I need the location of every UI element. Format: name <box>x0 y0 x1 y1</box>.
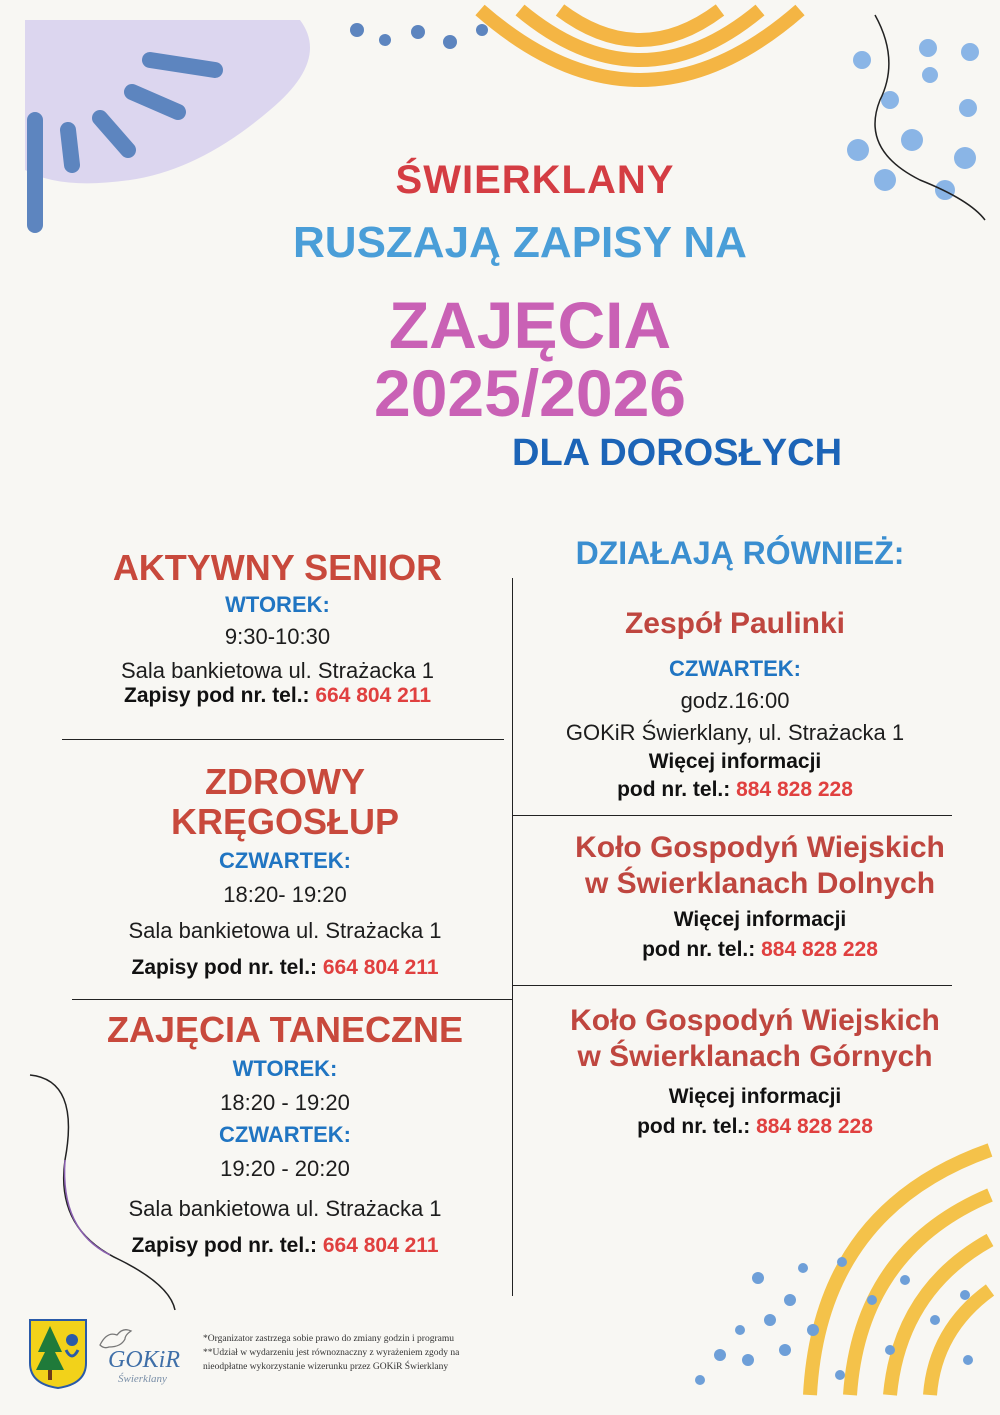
group-zespol-paulinki <box>525 606 945 802</box>
group-title-line2: w Świerklanach Górnych <box>577 1040 933 1073</box>
group-place: GOKiR Świerklany, ul. Strażacka 1 <box>565 720 905 745</box>
activity-time: 18:20- 19:20 <box>223 882 347 907</box>
year-title: 2025/2026 <box>374 356 686 430</box>
activity-title-line1: ZDROWY <box>205 761 365 802</box>
group-phone-line <box>520 938 1000 962</box>
group-day: CZWARTEK: <box>669 656 801 681</box>
subtitle-line: RUSZAJĄ ZAPISY NA <box>293 218 747 267</box>
activity-place: Sala bankietowa ul. Strażacka 1 <box>128 1196 442 1221</box>
activity-aktywny-senior <box>50 548 505 708</box>
activity-zdrowy-kregoslup <box>60 762 510 980</box>
phone-label: pod nr. tel.: <box>637 1115 751 1138</box>
group-title-line1: Koło Gospodyń Wiejskich <box>575 831 945 864</box>
phone-number: 664 804 211 <box>315 684 431 707</box>
group-title: Zespół Paulinki <box>624 607 846 640</box>
activity-title: AKTYWNY SENIOR <box>112 547 443 588</box>
gokir-logo-sub: Świerklany <box>118 1373 167 1385</box>
group-phone-line <box>515 1115 995 1139</box>
activity-day: CZWARTEK: <box>219 848 351 873</box>
signup-label: Zapisy pod nr. tel.: <box>131 956 318 979</box>
footnote-1: *Organizator zastrzega sobie prawo do zmiany godzin i programu <box>203 1334 454 1344</box>
activity-day-1: WTOREK: <box>232 1056 338 1081</box>
gokir-logo-text: GOKiR <box>108 1347 180 1373</box>
phone-label: pod nr. tel.: <box>617 778 731 801</box>
phone-number: 664 804 211 <box>322 956 439 979</box>
audience-title: DLA DOROSŁYCH <box>512 432 843 474</box>
group-more-info: Więcej informacji <box>648 750 822 773</box>
activity-signup <box>60 956 510 980</box>
activity-place: Sala bankietowa ul. Strażacka 1 <box>128 918 442 943</box>
activity-zajecia-taneczne <box>55 1010 515 1258</box>
divider-left-2 <box>72 999 512 1000</box>
bottom-right-dots <box>695 1257 973 1385</box>
signup-label: Zapisy pod nr. tel.: <box>124 684 310 707</box>
activity-day: WTOREK: <box>225 592 330 617</box>
also-active-heading: DZIAŁAJĄ RÓWNIEŻ: <box>575 535 905 571</box>
phone-number: 664 804 211 <box>322 1234 439 1257</box>
phone-number: 884 828 228 <box>761 938 878 961</box>
activity-title: ZAJĘCIA TANECZNE <box>106 1009 463 1050</box>
group-kgw-gorne <box>515 1003 995 1139</box>
town-title: ŚWIERKLANY <box>395 158 675 202</box>
footnotes <box>203 1332 563 1374</box>
coat-of-arms-icon <box>28 1318 88 1390</box>
top-dots <box>350 23 488 49</box>
signup-label: Zapisy pod nr. tel.: <box>131 1234 318 1257</box>
main-title: ZAJĘCIA <box>388 288 672 362</box>
phone-number: 884 828 228 <box>736 778 853 801</box>
phone-label: pod nr. tel.: <box>642 938 756 961</box>
activity-time-2: 19:20 - 20:20 <box>220 1156 350 1181</box>
divider-left-1 <box>62 739 504 740</box>
phone-number: 884 828 228 <box>756 1115 873 1138</box>
group-time: godz.16:00 <box>680 688 790 713</box>
group-title-line2: w Świerklanach Dolnych <box>584 867 936 900</box>
top-right-curve <box>875 15 985 220</box>
group-kgw-dolne <box>520 830 1000 962</box>
top-orange-arcs <box>480 10 800 80</box>
group-phone-line <box>525 778 945 802</box>
footnote-3: nieodpłatne wykorzystanie wizerunku przez GOKiR Świerklany <box>203 1362 449 1372</box>
activity-signup <box>50 684 505 708</box>
activity-day-2: CZWARTEK: <box>219 1122 351 1147</box>
activity-title-line2: KRĘGOSŁUP <box>170 801 400 842</box>
divider-right-1 <box>512 815 952 816</box>
top-right-dots <box>847 39 979 200</box>
blue-strokes <box>35 60 215 225</box>
group-more-info: Więcej informacji <box>673 908 847 931</box>
divider-right-2 <box>512 985 952 986</box>
bottom-right-arcs <box>810 1150 990 1395</box>
activity-signup <box>55 1234 515 1258</box>
group-more-info: Więcej informacji <box>668 1085 842 1108</box>
footnote-2: **Udział w wydarzeniu jest równoznaczny z wyrażeniem zgody na <box>203 1348 460 1358</box>
activity-time-1: 18:20 - 19:20 <box>220 1090 350 1115</box>
activity-time: 9:30-10:30 <box>224 624 331 649</box>
lavender-blob <box>25 20 310 183</box>
group-title-line1: Koło Gospodyń Wiejskich <box>570 1004 940 1037</box>
activity-place: Sala bankietowa ul. Strażacka 1 <box>120 658 435 683</box>
